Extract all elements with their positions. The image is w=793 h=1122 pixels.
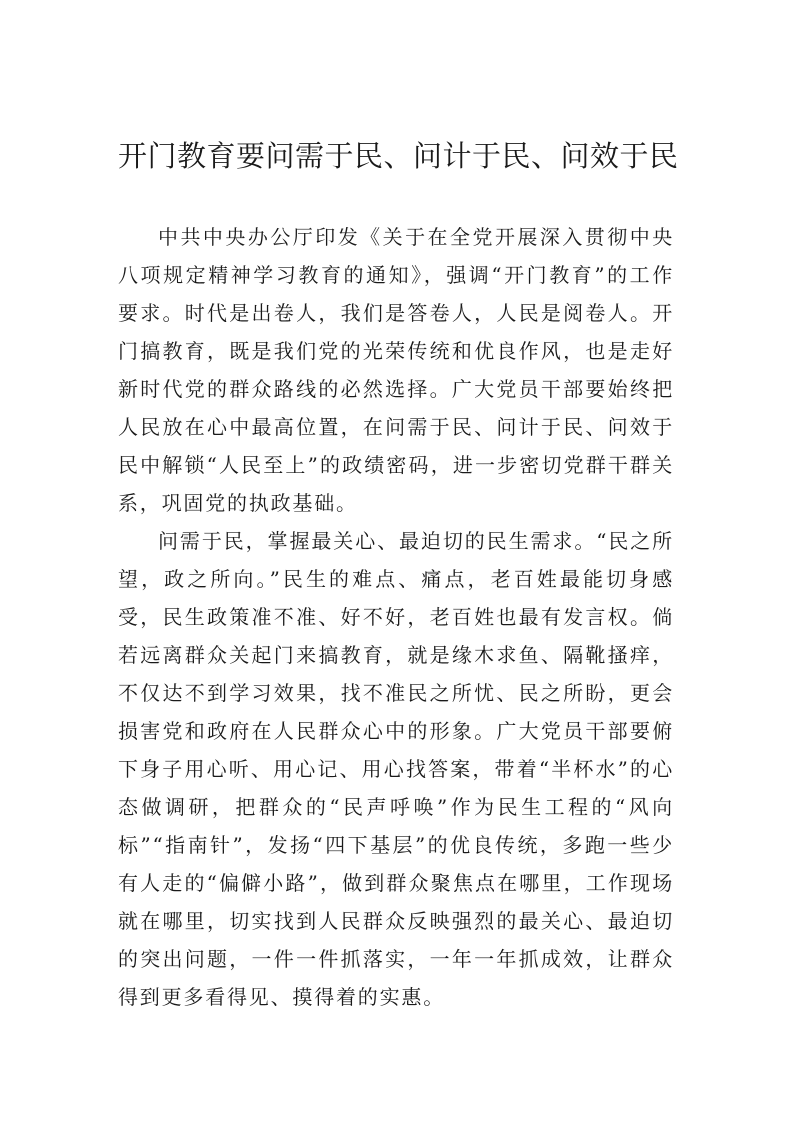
paragraph-needs: 问需于民，掌握最关心、最迫切的民生需求。“民之所望，政之所向。”民生的难点、痛点，老百姓最能切身感受，民生政策准不准、好不好，老百姓也最有发言权。倘若远离群众关起门来搞教育，就是缘木求鱼、隔靴搔痒，不仅达不到学习效果，找不准民之所忧、民之所盼，更会损害党和政府在人民群众心中的形象。广大党员干部要俯下身子用心听、用心记、用心找答案，带着“半杯水”的心态做调研，把群众的“民声呼唤”作为民生工程的“风向标”“指南针”，发扬“四下基层”的优良传统，多跑一些少有人走的“偏僻小路”，做到群众聚焦点在哪里，工作现场就在哪里，切实找到人民群众反映强烈的最关心、最迫切的突出问题，一件一件抓落实，一年一年抓成效，让群众得到更多看得见、摸得着的实惠。 [118, 529, 674, 1009]
paragraph-intro: 中共中央办公厅印发《关于在全党开展深入贯彻中央八项规定精神学习教育的通知》，强调“开门教育”的工作要求。时代是出卷人，我们是答卷人，人民是阅卷人。开门搞教育，既是我们党的光荣传统和优良作风，也是走好新时代党的群众路线的必然选择。广大党员干部要始终把人民放在心中最高位置，在问需于民、问计于民、问效于民中解锁“人民至上”的政绩密码，进一步密切党群干群关系，巩固党的执政基础。 [118, 225, 674, 515]
document-title: 开门教育要问需于民、问计于民、问效于民 [118, 139, 679, 173]
document-body [118, 218, 674, 1016]
